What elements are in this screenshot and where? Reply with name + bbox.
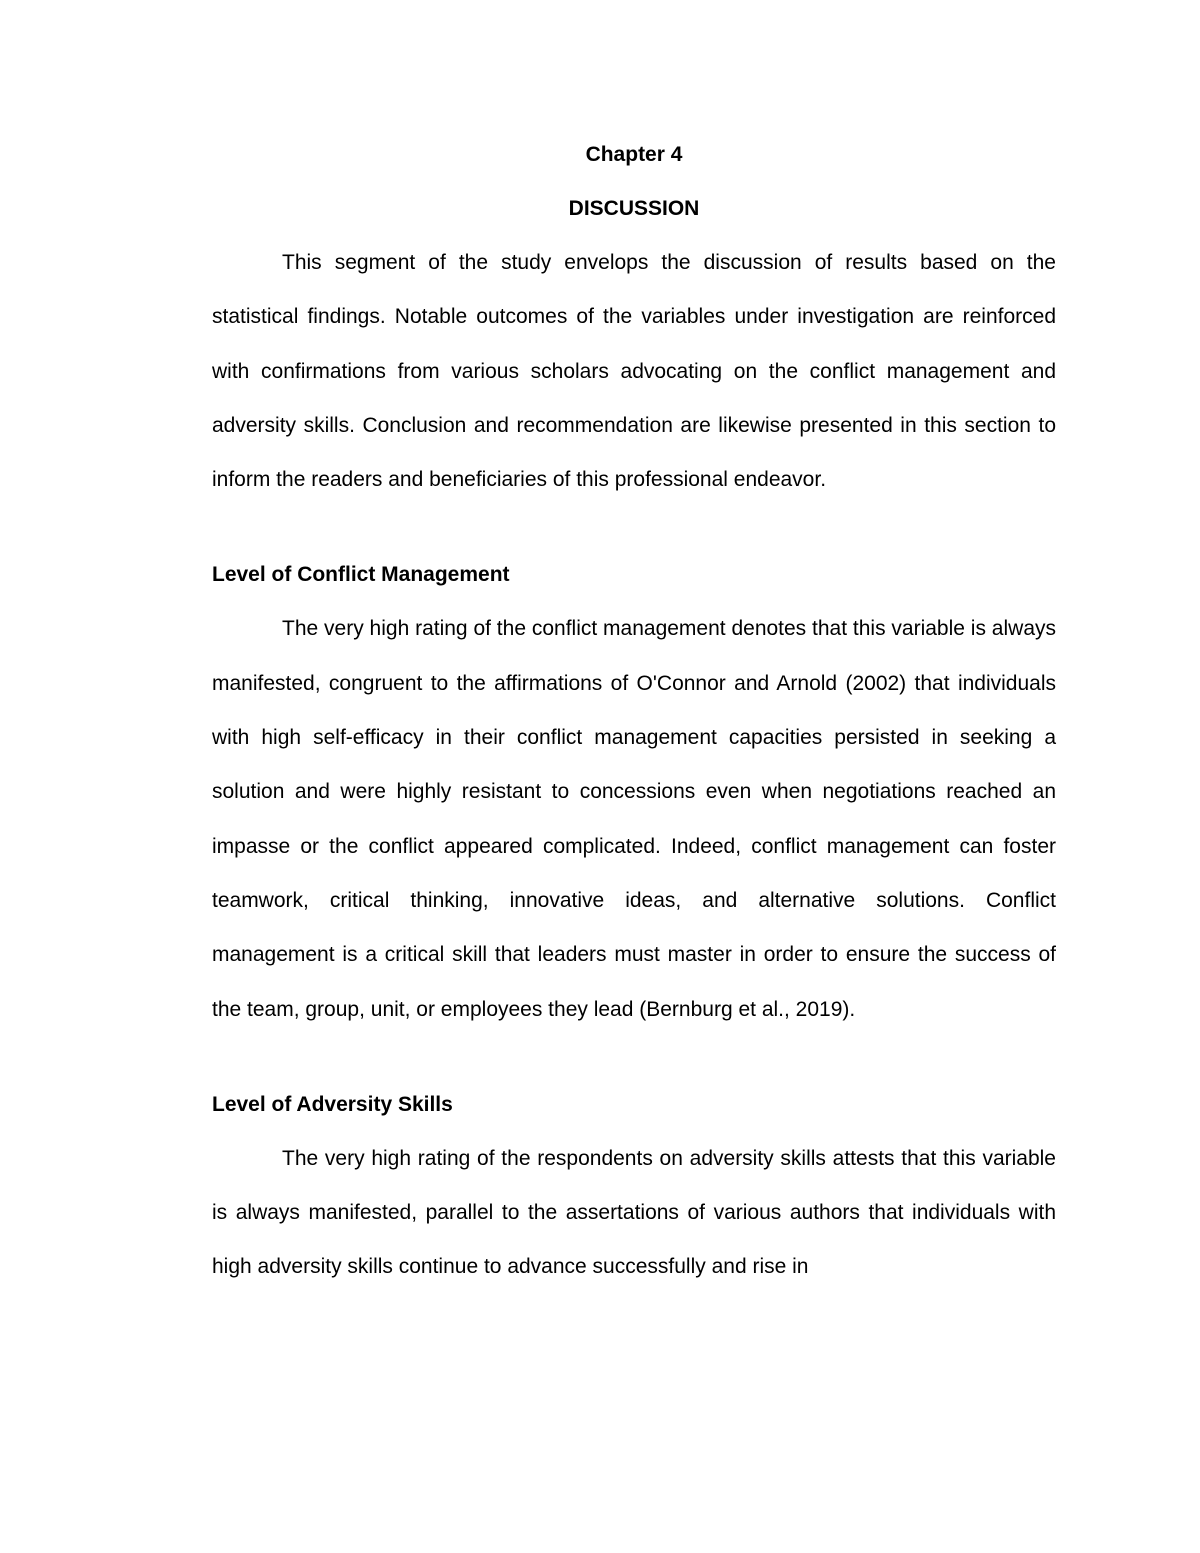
section-heading-conflict-management: Level of Conflict Management — [212, 563, 510, 587]
intro-paragraph: This segment of the study envelops the discussion of results based on the statistical findings. Notable outcomes of the variables under investigation are reinforced with confirmations from various scholars advocating on the conflict management and adversity skills. Conclusion and recommendation are likewise presented in this section to inform the readers and beneficiaries of this professional endeavor. — [212, 251, 1056, 492]
adversity-skills-paragraph: The very high rating of the respondents on adversity skills attests that this variable is always manifested, parallel to the assertations of various authors that individuals with high adversity skills continue to advance successfully and rise in — [212, 1146, 1056, 1279]
document-page — [212, 128, 1056, 1295]
conflict-management-paragraph: The very high rating of the conflict management denotes that this variable is always manifested, congruent to the affirmations of O'Connor and Arnold (2002) that individuals with high self-efficacy in their conflict management capacities persisted in seeking a solution and were highly resistant to concessions even when negotiations reached an impasse or the conflict appeared complicated. Indeed, conflict management can foster teamwork, critical thinking, innovative ideas, and alternative solutions. Conflict management is a critical skill that leaders must master in order to ensure the success of the team, group, unit, or employees they lead (Bernburg et al., 2019). — [212, 617, 1056, 1021]
chapter-title: DISCUSSION — [568, 197, 700, 220]
chapter-label: Chapter 4 — [585, 143, 683, 166]
section-heading-adversity-skills: Level of Adversity Skills — [212, 1092, 453, 1116]
